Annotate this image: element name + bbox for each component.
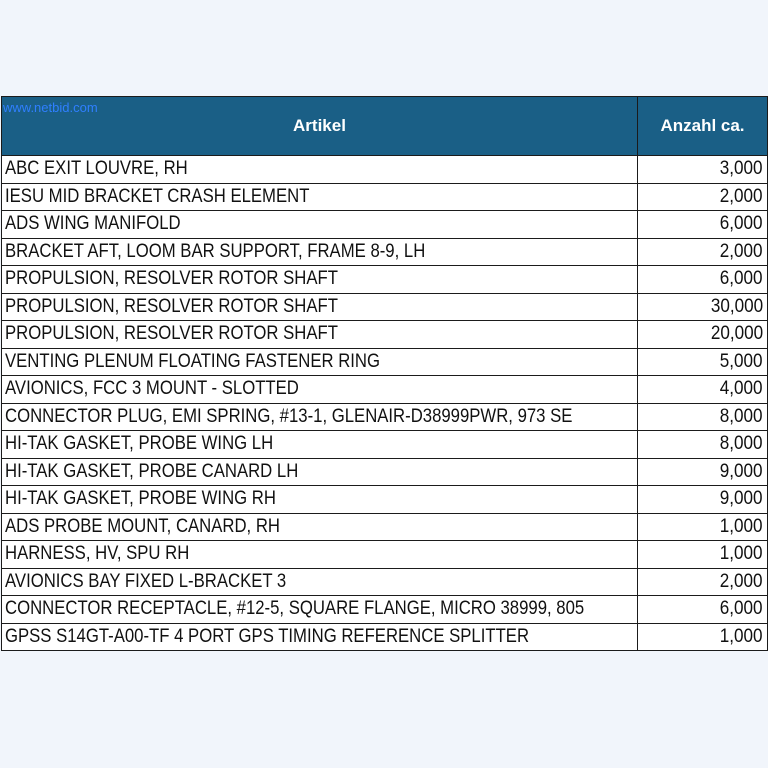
article-text: AVIONICS BAY FIXED L-BRACKET 3 xyxy=(5,570,287,592)
table-body xyxy=(2,156,768,651)
table-row xyxy=(2,486,768,514)
article-text: HI-TAK GASKET, PROBE WING LH xyxy=(5,433,274,455)
quantity-cell xyxy=(638,431,768,459)
article-text: HI-TAK GASKET, PROBE CANARD LH xyxy=(5,460,299,482)
article-cell xyxy=(2,156,638,184)
inventory-table xyxy=(1,96,768,651)
quantity-cell xyxy=(638,403,768,431)
article-cell xyxy=(2,541,638,569)
article-cell xyxy=(2,183,638,211)
table-row xyxy=(2,541,768,569)
table-row xyxy=(2,348,768,376)
quantity-text: 6,000 xyxy=(720,598,763,620)
article-text: VENTING PLENUM FLOATING FASTENER RING xyxy=(5,350,381,372)
article-text: HARNESS, HV, SPU RH xyxy=(5,543,190,565)
table-row xyxy=(2,321,768,349)
article-text: PROPULSION, RESOLVER ROTOR SHAFT xyxy=(5,323,338,345)
article-text: ADS WING MANIFOLD xyxy=(5,213,181,235)
quantity-cell xyxy=(638,321,768,349)
quantity-cell xyxy=(638,293,768,321)
quantity-cell xyxy=(638,541,768,569)
article-cell xyxy=(2,458,638,486)
quantity-cell xyxy=(638,183,768,211)
quantity-text: 6,000 xyxy=(720,213,763,235)
article-cell xyxy=(2,211,638,239)
article-cell xyxy=(2,568,638,596)
article-cell xyxy=(2,348,638,376)
table-row xyxy=(2,238,768,266)
table-row xyxy=(2,596,768,624)
quantity-text: 1,000 xyxy=(720,515,763,537)
table-row xyxy=(2,266,768,294)
article-cell xyxy=(2,623,638,651)
quantity-cell xyxy=(638,211,768,239)
article-text: PROPULSION, RESOLVER ROTOR SHAFT xyxy=(5,268,338,290)
quantity-cell xyxy=(638,348,768,376)
quantity-text: 2,000 xyxy=(720,240,763,262)
quantity-text: 8,000 xyxy=(720,433,763,455)
article-text: BRACKET AFT, LOOM BAR SUPPORT, FRAME 8-9, LH xyxy=(5,240,426,262)
table-row xyxy=(2,156,768,184)
quantity-cell xyxy=(638,623,768,651)
article-text: ABC EXIT LOUVRE, RH xyxy=(5,158,188,180)
article-cell xyxy=(2,238,638,266)
quantity-cell xyxy=(638,568,768,596)
quantity-cell xyxy=(638,156,768,184)
table-row xyxy=(2,376,768,404)
article-cell xyxy=(2,403,638,431)
quantity-cell xyxy=(638,266,768,294)
quantity-text: 5,000 xyxy=(720,350,763,372)
article-cell xyxy=(2,513,638,541)
article-text: AVIONICS, FCC 3 MOUNT - SLOTTED xyxy=(5,378,299,400)
table-row xyxy=(2,458,768,486)
article-cell xyxy=(2,293,638,321)
article-text: CONNECTOR RECEPTACLE, #12-5, SQUARE FLANGE, MICRO 38999, 805 xyxy=(5,598,585,620)
article-cell xyxy=(2,321,638,349)
article-text: CONNECTOR PLUG, EMI SPRING, #13-1, GLENAIR-D38999PWR, 973 SE xyxy=(5,405,573,427)
quantity-text: 9,000 xyxy=(720,460,763,482)
quantity-text: 9,000 xyxy=(720,488,763,510)
quantity-cell xyxy=(638,458,768,486)
article-text: GPSS S14GT-A00-TF 4 PORT GPS TIMING REFERENCE SPLITTER xyxy=(5,625,530,647)
quantity-text: 6,000 xyxy=(720,268,763,290)
quantity-text: 1,000 xyxy=(720,543,763,565)
table-row xyxy=(2,211,768,239)
article-cell xyxy=(2,596,638,624)
article-cell xyxy=(2,486,638,514)
watermark-link[interactable]: www.netbid.com xyxy=(3,100,98,115)
inventory-sheet xyxy=(0,96,768,651)
table-row xyxy=(2,403,768,431)
quantity-text: 8,000 xyxy=(720,405,763,427)
header-row xyxy=(2,97,768,156)
quantity-cell xyxy=(638,238,768,266)
quantity-text: 2,000 xyxy=(720,185,763,207)
column-header-quantity: Anzahl ca. xyxy=(638,97,768,156)
article-cell xyxy=(2,376,638,404)
quantity-cell xyxy=(638,513,768,541)
table-row xyxy=(2,623,768,651)
quantity-cell xyxy=(638,596,768,624)
quantity-text: 1,000 xyxy=(720,625,763,647)
table-row xyxy=(2,183,768,211)
article-text: HI-TAK GASKET, PROBE WING RH xyxy=(5,488,276,510)
article-text: IESU MID BRACKET CRASH ELEMENT xyxy=(5,185,310,207)
article-text: ADS PROBE MOUNT, CANARD, RH xyxy=(5,515,280,537)
article-cell xyxy=(2,431,638,459)
quantity-text: 30,000 xyxy=(710,295,763,317)
table-row xyxy=(2,513,768,541)
quantity-cell xyxy=(638,376,768,404)
quantity-text: 3,000 xyxy=(720,158,763,180)
quantity-text: 2,000 xyxy=(720,570,763,592)
quantity-text: 20,000 xyxy=(710,323,763,345)
table-row xyxy=(2,293,768,321)
article-text: PROPULSION, RESOLVER ROTOR SHAFT xyxy=(5,295,338,317)
table-row xyxy=(2,431,768,459)
article-cell xyxy=(2,266,638,294)
quantity-text: 4,000 xyxy=(720,378,763,400)
column-header-article: Artikel xyxy=(2,97,638,156)
quantity-cell xyxy=(638,486,768,514)
table-row xyxy=(2,568,768,596)
